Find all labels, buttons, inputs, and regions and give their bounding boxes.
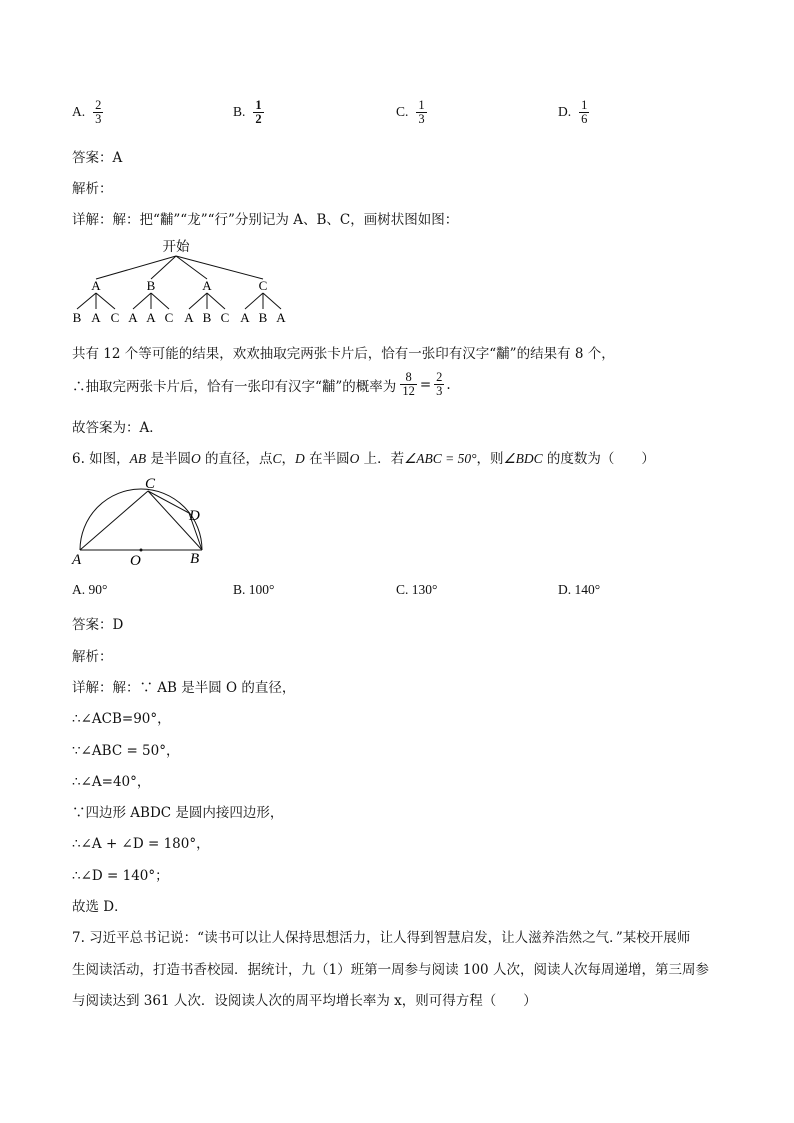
fraction (93, 99, 103, 126)
q5-option-b (233, 99, 264, 126)
denominator: 12 (402, 384, 415, 399)
tree-leaf: B (202, 310, 212, 325)
stem-text: 上．若 (359, 451, 405, 467)
stem-text: 是半圆 (146, 451, 191, 467)
tree-leaf: B (258, 310, 268, 325)
tree-branch (176, 256, 263, 279)
fraction (416, 99, 426, 126)
tree-leaf: C (220, 310, 230, 325)
math-o: O (349, 451, 360, 466)
q5-analysis-label: 解析： (72, 181, 113, 197)
q6-step: ∴∠A + ∠D = 180°， (72, 836, 210, 852)
option-letter: D. (558, 103, 572, 119)
q6-option-c: C. 130° (396, 582, 438, 597)
q6-step: ∵四边形 ABDC 是圆内接四边形， (72, 805, 284, 821)
q6-analysis-label: 解析： (72, 649, 113, 665)
numerator: 2 (436, 370, 443, 384)
fraction (253, 99, 263, 126)
option-letter: A. (72, 103, 86, 119)
q5-result-line: 共有 12 个等可能的结果，欢欢抽取完两张卡片后，恰有一张印有汉字“黼”的结果有 8 个， (72, 346, 615, 362)
numerator: 2 (95, 98, 102, 112)
denominator: 2 (255, 112, 262, 127)
option-letter: B. (233, 103, 246, 119)
tree-leaf: C (110, 310, 120, 325)
tree-leaf: A (91, 310, 101, 325)
math-angle-abc: ∠ABC = 50° (404, 451, 477, 466)
fraction (579, 99, 589, 126)
tree-leaf: A (146, 310, 156, 325)
math-c: C (272, 451, 282, 466)
semicircle-arc (80, 489, 202, 550)
denominator: 3 (95, 112, 102, 127)
numerator: 8 (400, 371, 417, 385)
q6-stem (72, 447, 655, 467)
q6-step: ∴∠ACB=90°， (72, 711, 171, 727)
tree-node-l1: A (91, 278, 101, 293)
prob-prefix: ∴抽取完两张卡片后，恰有一张印有汉字“黼”的概率为 (72, 378, 397, 395)
q6-option-d: D. 140° (558, 582, 601, 597)
q5-final: 故答案为：A． (72, 420, 163, 436)
tree-leaf: A (240, 310, 250, 325)
chord-ac (80, 491, 148, 550)
tree-node-l1: C (258, 278, 268, 293)
numerator: 1 (418, 98, 425, 112)
denominator: 3 (418, 112, 425, 127)
q6-answer: 答案：D (72, 617, 124, 633)
tree-node-l1: B (146, 278, 156, 293)
tree-leaf: B (72, 310, 82, 325)
q6-option-b: B. 100° (233, 582, 275, 597)
label-o: O (130, 553, 141, 569)
stem-text: ， (281, 451, 296, 467)
q5-option-d (558, 99, 589, 126)
numerator: 1 (255, 98, 262, 112)
fraction (400, 371, 417, 398)
option-letter: C. (396, 103, 409, 119)
label-d: D (189, 508, 200, 524)
q6-conclusion: 故选 D． (72, 899, 128, 915)
q5-answer: 答案：A (72, 150, 123, 166)
tree-leaf: C (164, 310, 174, 325)
label-c: C (145, 476, 156, 492)
tree-leaf: A (276, 310, 286, 325)
label-b: B (190, 551, 200, 567)
denominator: 3 (436, 384, 443, 399)
q6-step: 详解：解：∵ AB 是半圆 O 的直径， (72, 680, 296, 696)
label-a: A (72, 552, 82, 568)
q5-option-a (72, 99, 103, 126)
numerator: 1 (581, 98, 588, 112)
tree-leaf: A (184, 310, 194, 325)
q7-line-1: 7. 习近平总书记说：“读书可以让人保持思想活力，让人得到智慧启发，让人滋养浩然之气．”某校开展师 (72, 930, 691, 946)
stem-text: 的度数为（ ） (542, 451, 655, 467)
tree-node-l1: A (202, 278, 212, 293)
tree-leaf: A (128, 310, 138, 325)
tree-leaf-branches (77, 293, 281, 309)
tree-diagram (60, 236, 300, 328)
denominator: 6 (581, 112, 588, 127)
fraction (434, 371, 444, 398)
q7-line-2: 生阅读活动，打造书香校园．据统计，九（1）班第一周参与阅读 100 人次，阅读人次每周递增，第三周参 (72, 962, 709, 978)
center-point (140, 549, 143, 552)
semicircle-figure (66, 474, 216, 570)
chord-cd (148, 491, 189, 513)
equals-sign: = (419, 376, 432, 393)
q5-option-c (396, 99, 427, 126)
tree-branch (176, 256, 207, 279)
q5-detail: 详解：解：把“黼”“龙”“行”分别记为 A、B、C，画树状图如图： (72, 212, 459, 228)
stem-text: 6. 如图， (72, 451, 130, 467)
q6-step: ∴∠A=40°， (72, 774, 151, 790)
q6-option-a: A. 90° (72, 582, 108, 597)
math-o: O (190, 451, 201, 466)
q6-step: ∵∠ABC = 50°， (72, 743, 180, 759)
tree-root: 开始 (162, 239, 190, 255)
stem-text: ，则 (476, 451, 504, 467)
q5-probability-line (72, 371, 451, 398)
q6-step: ∴∠D = 140°； (72, 868, 169, 884)
math-d: D (295, 451, 305, 466)
stem-text: 在半圆 (304, 451, 350, 467)
math-angle-bdc: ∠BDC (503, 451, 543, 466)
q7-line-3: 与阅读达到 361 人次．设阅读人次的周平均增长率为 x，则可得方程（ ） (72, 993, 537, 1009)
period: . (446, 376, 451, 393)
math-ab: AB (129, 451, 147, 466)
stem-text: 的直径，点 (200, 451, 273, 467)
